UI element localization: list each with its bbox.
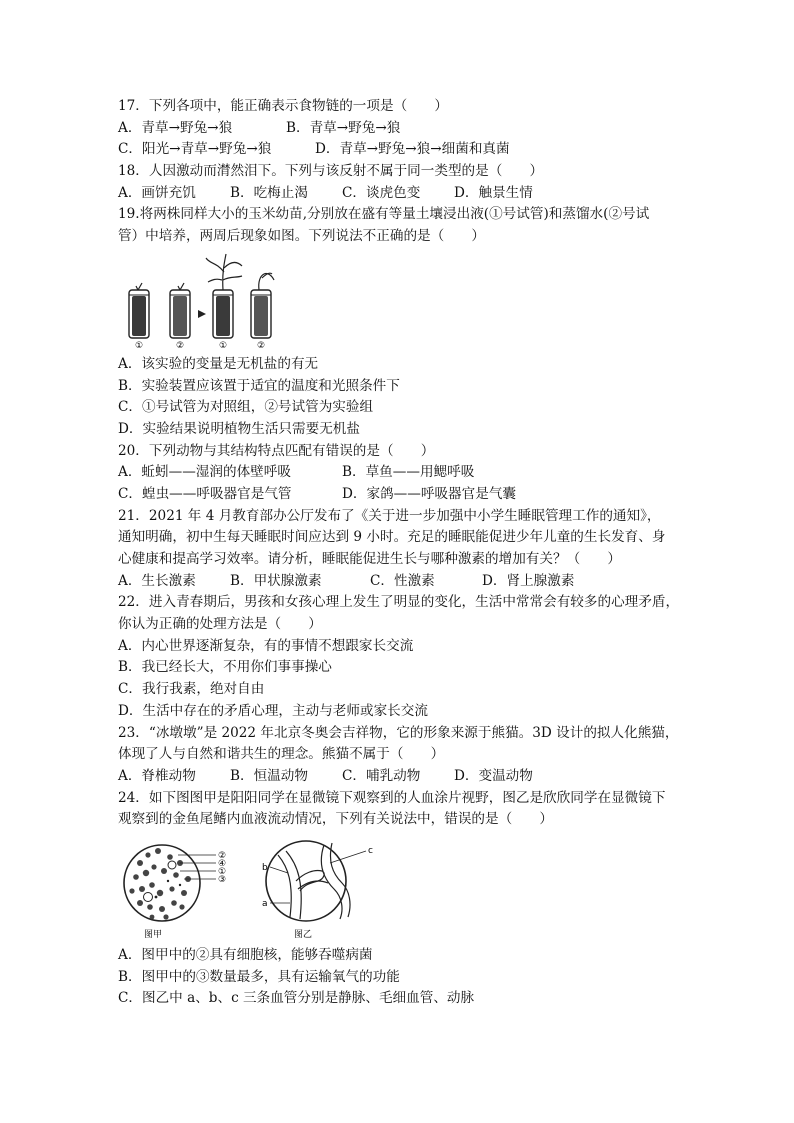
q24-option-b: B．图甲中的③数量最多，具有运输氧气的功能 [118,968,400,985]
wilted-plant-icon [259,273,274,290]
tube-label-3: ① [218,340,228,350]
tube-label-2: ② [175,340,185,350]
q20-stem: 20．下列动物与其结构特点匹配有错误的是（ ） [118,442,435,459]
q17-option-d: D．青草→野兔→狼→细菌和真菌 [315,141,510,158]
q23-stem-line1: 23．“冰墩墩”是 2022 年北京冬奥会吉祥物，它的形象来源于熊猫。3D 设计的拟人化熊猫， [118,724,679,741]
jia-label-4: ④ [218,858,227,869]
q19-option-b: B．实验装置应该置于适宜的温度和光照条件下 [118,377,400,394]
tube-label-4: ② [256,340,266,350]
q21-option-a: A．生长激素 [118,572,196,589]
q22-option-b: B．我已经长大，不用你们事事操心 [118,659,332,676]
q20-option-c: C．蝗虫——呼吸器官是气管 [118,485,292,502]
jia-label-3: ③ [218,874,227,885]
tube-label-1: ① [134,340,144,350]
yi-label-c: c [368,845,373,856]
q21-option-c: C．性激素 [370,572,435,589]
q20-option-a: A．蚯蚓——湿润的体壁呼吸 [118,464,291,481]
q24-microscope-figure [118,833,698,943]
q19-option-c: C．①号试管为对照组，②号试管为实验组 [118,399,374,416]
q22-option-a: A．内心世界逐渐复杂，有的事情不想跟家长交流 [118,637,414,654]
q18-stem: 18．人因激动而潸然泪下。下列与该反射不属于同一类型的是（ ） [118,163,544,180]
q20-option-b: B．草鱼——用鳃呼吸 [342,464,475,481]
q19-test-tube-figure [118,250,698,352]
q17-option-c: C．阳光→青草→野兔→狼 [118,141,272,158]
jia-label-1: ① [218,866,227,877]
q22-option-c: C．我行我素，绝对自由 [118,681,265,698]
q19-stem-line1: 19.将两株同样大小的玉米幼苗,分别放在盛有等量土壤浸出液(①号试管)和蒸馏水(②号试 [118,206,650,223]
q18-option-c: C．谈虎色变 [342,184,421,201]
q22-stem-line2: 你认为正确的处理方法是（ ） [118,616,322,633]
test-tube-icon [213,290,233,338]
small-seedling-icon [136,283,184,290]
q20-option-d: D．家鸽——呼吸器官是气囊 [342,485,517,502]
q17-options-row2 [118,139,698,161]
q23-option-b: B．恒温动物 [230,767,308,784]
test-tube-icon [251,290,271,338]
blood-smear-view [124,845,226,940]
q24-stem-line2: 观察到的金鱼尾鳍内血液流动情况，下列有关说法中，错误的是（ ） [118,811,553,828]
exam-page [118,96,698,1010]
q22-option-d: D．生活中存在的矛盾心理，主动与老师或家长交流 [118,702,428,719]
q21-stem-line1: 21．2021 年 4 月教育部办公厅发布了《关于进一步加强中小学生睡眠管理工作的通知》， [118,507,661,524]
q19-option-a: A．该实验的变量是无机盐的有无 [118,355,319,372]
q18-option-d: D．触景生情 [454,184,533,201]
q24-option-c: C．图乙中 a、b、c 三条血管分别是静脉、毛细血管、动脉 [118,990,475,1007]
grown-plant-icon [206,254,242,290]
q23-option-d: D．变温动物 [454,767,533,784]
test-tube-icon [129,290,149,338]
q17-stem: 17．下列各项中，能正确表示食物链的一项是（ ） [118,98,448,114]
q19-stem-line2: 管）中培养，两周后现象如图。下列说法不正确的是（ ） [118,228,486,245]
yi-label-b: b [262,862,268,873]
jia-label-2: ② [218,850,227,861]
q24-option-a: A．图甲中的②具有细胞核，能够吞噬病菌 [118,946,373,963]
q23-options [118,766,698,788]
yi-label-a: a [262,898,268,909]
q21-options [118,571,698,593]
q20-options-row1 [118,462,698,484]
q18-options [118,183,698,205]
q18-option-a: A．画饼充饥 [118,184,196,201]
q21-stem-line2: 通知明确，初中生每天睡眠时间应达到 9 小时。充足的睡眠能促进少年儿童的生长发育、身 [118,529,666,546]
q18-option-b: B．吃梅止渴 [230,184,308,201]
blood-vessel-view [262,841,373,940]
fig-yi-caption: 图乙 [294,929,313,940]
microscope-illustration [118,833,388,941]
q19-option-d: D．实验结果说明植物生活只需要无机盐 [118,420,360,437]
q23-stem-line2: 体现了人与自然和谐共生的理念。熊猫不属于（ ） [118,746,445,763]
q24-stem-line1: 24．如下图图甲是阳阳同学在显微镜下观察到的人血涂片视野，图乙是欣欣同学在显微镜下 [118,789,666,806]
q23-option-c: C．哺乳动物 [342,767,421,784]
q23-option-a: A．脊椎动物 [118,767,196,784]
arrow-right-icon [198,310,206,318]
test-tube-icon [170,290,190,338]
q21-option-b: B．甲状腺激素 [230,572,322,589]
test-tube-illustration [118,250,288,350]
q21-stem-line3: 心健康和提高学习效率。请分析，睡眠能促进生长与哪种激素的增加有关？（ ） [118,551,621,567]
q20-options-row2 [118,484,698,506]
q17-options-row1 [118,118,698,140]
q17-option-b: B．青草→野兔→狼 [286,119,401,136]
q21-option-d: D．肾上腺激素 [482,572,575,589]
q22-stem-line1: 22．进入青春期后，男孩和女孩心理上发生了明显的变化，生活中常常会有较多的心理矛盾， [118,594,680,611]
fig-jia-caption: 图甲 [144,929,163,940]
q17-option-a: A．青草→野兔→狼 [118,119,233,136]
